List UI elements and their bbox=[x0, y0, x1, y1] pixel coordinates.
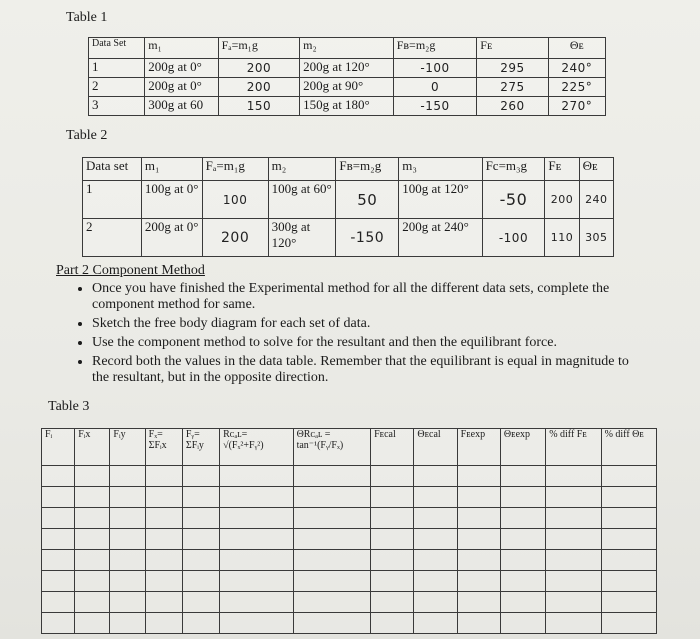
table3-empty-cell[interactable] bbox=[293, 592, 371, 613]
table3-empty-cell[interactable] bbox=[182, 466, 219, 487]
table3-empty-cell[interactable] bbox=[220, 466, 293, 487]
table1-cell: 150g at 180° bbox=[300, 97, 394, 116]
table1-cell: 3 bbox=[89, 97, 145, 116]
table3-empty-cell[interactable] bbox=[293, 550, 371, 571]
table3-empty-cell[interactable] bbox=[145, 466, 182, 487]
table3-header: Fᵢx bbox=[75, 429, 110, 466]
table1-cell: 275 bbox=[477, 78, 548, 97]
table3-empty-cell[interactable] bbox=[500, 571, 545, 592]
table3-empty-cell[interactable] bbox=[457, 466, 500, 487]
table3-empty-cell[interactable] bbox=[110, 571, 145, 592]
table3-empty-cell[interactable] bbox=[182, 487, 219, 508]
table3-empty-row bbox=[42, 529, 657, 550]
table1-row bbox=[89, 97, 606, 116]
table3-empty-cell[interactable] bbox=[145, 592, 182, 613]
table3-empty-cell[interactable] bbox=[75, 466, 110, 487]
table3-empty-cell[interactable] bbox=[457, 508, 500, 529]
table2-header: Θᴇ bbox=[579, 158, 613, 181]
table3-header: Fᵢ bbox=[42, 429, 75, 466]
table3-empty-cell[interactable] bbox=[182, 571, 219, 592]
table3-empty-cell[interactable] bbox=[371, 466, 414, 487]
table3-empty-cell[interactable] bbox=[293, 613, 371, 634]
table3-empty-cell[interactable] bbox=[457, 592, 500, 613]
table3-empty-cell[interactable] bbox=[145, 487, 182, 508]
table3-empty-cell[interactable] bbox=[220, 508, 293, 529]
table3-empty-cell[interactable] bbox=[182, 550, 219, 571]
table1-cell: 300g at 60 bbox=[145, 97, 218, 116]
table3-empty-cell[interactable] bbox=[371, 550, 414, 571]
table3-empty-cell[interactable] bbox=[546, 592, 601, 613]
table1-row bbox=[89, 59, 606, 78]
table1-title: Table 1 bbox=[66, 10, 108, 25]
table1-cell: 200 bbox=[218, 59, 300, 78]
table3-empty-cell[interactable] bbox=[293, 508, 371, 529]
table3-empty-cell[interactable] bbox=[110, 550, 145, 571]
table3-empty-cell[interactable] bbox=[220, 592, 293, 613]
instruction-item: • Use the component method to solve for the resultant and then the equilibrant force. bbox=[92, 335, 646, 351]
table1 bbox=[88, 37, 606, 116]
table1-header: Data Set bbox=[89, 38, 145, 59]
table3-empty-cell[interactable] bbox=[414, 466, 457, 487]
table3-empty-cell[interactable] bbox=[414, 487, 457, 508]
table3-empty-cell[interactable] bbox=[601, 508, 656, 529]
table2-cell: -50 bbox=[482, 181, 545, 219]
table3-empty-cell[interactable] bbox=[110, 508, 145, 529]
table3-empty-cell[interactable] bbox=[220, 571, 293, 592]
table3-empty-cell[interactable] bbox=[75, 592, 110, 613]
instruction-item: • Sketch the free body diagram for each set of data. bbox=[92, 316, 646, 332]
table2-header: m₂ bbox=[268, 158, 336, 181]
table2-cell: 100 bbox=[202, 181, 268, 219]
table1-cell: 1 bbox=[89, 59, 145, 78]
table3-empty-cell[interactable] bbox=[293, 529, 371, 550]
table2-header: Fʙ=m₂g bbox=[336, 158, 399, 181]
table1-cell: 200g at 90° bbox=[300, 78, 394, 97]
table3-empty-cell[interactable] bbox=[500, 550, 545, 571]
table1-cell: 270° bbox=[548, 97, 605, 116]
table3-empty-cell[interactable] bbox=[75, 571, 110, 592]
table2-cell: 305 bbox=[579, 219, 613, 257]
table3-empty-cell[interactable] bbox=[601, 529, 656, 550]
part2-title: Part 2 Component Method bbox=[56, 263, 205, 278]
table3-header: ΘRᴄₐʟ = tan⁻¹(Fᵧ/Fₓ) bbox=[293, 429, 371, 466]
table1-header: m₂ bbox=[300, 38, 394, 59]
table2-header-row bbox=[83, 158, 614, 181]
table3-empty-cell[interactable] bbox=[42, 529, 75, 550]
table3-empty-cell[interactable] bbox=[220, 529, 293, 550]
table3-empty-cell[interactable] bbox=[546, 466, 601, 487]
table2-cell: 2 bbox=[83, 219, 142, 257]
table1-header: Fʙ=m₂g bbox=[393, 38, 477, 59]
table1-cell: -100 bbox=[393, 59, 477, 78]
table3-empty-cell[interactable] bbox=[371, 571, 414, 592]
table2-title: Table 2 bbox=[66, 128, 108, 143]
table3-empty-row bbox=[42, 571, 657, 592]
table3-empty-cell[interactable] bbox=[500, 613, 545, 634]
table3-empty-cell[interactable] bbox=[601, 613, 656, 634]
table2-header: Fₐ=m₁g bbox=[202, 158, 268, 181]
table3-empty-cell[interactable] bbox=[457, 613, 500, 634]
table3-header: Fᴇexp bbox=[457, 429, 500, 466]
table3-empty-cell[interactable] bbox=[42, 508, 75, 529]
table3-empty-cell[interactable] bbox=[182, 613, 219, 634]
table3-empty-cell[interactable] bbox=[42, 613, 75, 634]
table2-cell: 200g at 240° bbox=[399, 219, 482, 257]
table3-empty-row bbox=[42, 508, 657, 529]
table2-header: m₃ bbox=[399, 158, 482, 181]
table3-empty-cell[interactable] bbox=[182, 592, 219, 613]
table1-header: Fₐ=m₁g bbox=[218, 38, 300, 59]
table3-header: Θᴇcal bbox=[414, 429, 457, 466]
table2-cell: 240 bbox=[579, 181, 613, 219]
table2-cell: 200g at 0° bbox=[141, 219, 202, 257]
table3 bbox=[41, 428, 657, 634]
table3-empty-cell[interactable] bbox=[110, 466, 145, 487]
table1-cell: 240° bbox=[548, 59, 605, 78]
table2-header: Fc=m₃g bbox=[482, 158, 545, 181]
table3-empty-row bbox=[42, 466, 657, 487]
part2-instructions bbox=[56, 263, 646, 389]
table3-empty-cell[interactable] bbox=[457, 550, 500, 571]
table1-cell: 200g at 120° bbox=[300, 59, 394, 78]
table3-empty-cell[interactable] bbox=[601, 487, 656, 508]
table3-empty-cell[interactable] bbox=[42, 466, 75, 487]
table3-header: Fᵧ= ΣFᵢy bbox=[182, 429, 219, 466]
table3-header: Fᵢy bbox=[110, 429, 145, 466]
table2-cell: 300g at 120° bbox=[268, 219, 336, 257]
table3-header: Fᴇcal bbox=[371, 429, 414, 466]
table3-empty-cell[interactable] bbox=[42, 487, 75, 508]
table1-cell: 0 bbox=[393, 78, 477, 97]
table3-empty-row bbox=[42, 487, 657, 508]
table2-cell: -150 bbox=[336, 219, 399, 257]
table3-empty-cell[interactable] bbox=[414, 592, 457, 613]
table1-cell: 150 bbox=[218, 97, 300, 116]
table3-empty-cell[interactable] bbox=[220, 613, 293, 634]
instruction-list bbox=[56, 281, 646, 386]
table2 bbox=[82, 157, 614, 257]
table1-row bbox=[89, 78, 606, 97]
table3-empty-cell[interactable] bbox=[220, 487, 293, 508]
table3-empty-cell[interactable] bbox=[75, 529, 110, 550]
table2-cell: 50 bbox=[336, 181, 399, 219]
table3-empty-cell[interactable] bbox=[110, 529, 145, 550]
table3-empty-cell[interactable] bbox=[500, 487, 545, 508]
table2-cell: 200 bbox=[202, 219, 268, 257]
table1-cell: 200g at 0° bbox=[145, 59, 218, 78]
table1-cell: 260 bbox=[477, 97, 548, 116]
table2-header: Fᴇ bbox=[545, 158, 579, 181]
table3-empty-cell[interactable] bbox=[500, 508, 545, 529]
table3-empty-row bbox=[42, 592, 657, 613]
table3-empty-cell[interactable] bbox=[182, 529, 219, 550]
table3-empty-cell[interactable] bbox=[601, 571, 656, 592]
table2-row bbox=[83, 181, 614, 219]
table1-header: Fᴇ bbox=[477, 38, 548, 59]
table1-cell: 200 bbox=[218, 78, 300, 97]
table1-cell: -150 bbox=[393, 97, 477, 116]
table3-empty-cell[interactable] bbox=[42, 592, 75, 613]
table3-empty-cell[interactable] bbox=[75, 487, 110, 508]
table3-empty-row bbox=[42, 613, 657, 634]
table3-empty-cell[interactable] bbox=[110, 592, 145, 613]
table3-empty-cell[interactable] bbox=[546, 508, 601, 529]
table3-empty-cell[interactable] bbox=[110, 487, 145, 508]
table3-header: % diff Fᴇ bbox=[546, 429, 601, 466]
table3-empty-cell[interactable] bbox=[371, 529, 414, 550]
table3-empty-cell[interactable] bbox=[182, 508, 219, 529]
table3-empty-cell[interactable] bbox=[601, 592, 656, 613]
table3-empty-cell[interactable] bbox=[110, 613, 145, 634]
table3-header-row bbox=[42, 429, 657, 466]
table3-header: Θᴇexp bbox=[500, 429, 545, 466]
table3-empty-cell[interactable] bbox=[546, 529, 601, 550]
table3-header: % diff Θᴇ bbox=[601, 429, 656, 466]
table3-empty-cell[interactable] bbox=[371, 592, 414, 613]
table3-empty-cell[interactable] bbox=[145, 508, 182, 529]
table3-empty-cell[interactable] bbox=[42, 571, 75, 592]
table3-empty-cell[interactable] bbox=[145, 613, 182, 634]
table1-header: m₁ bbox=[145, 38, 218, 59]
table1-header-row bbox=[89, 38, 606, 59]
table3-empty-cell[interactable] bbox=[75, 508, 110, 529]
table3-empty-cell[interactable] bbox=[414, 571, 457, 592]
table3-empty-cell[interactable] bbox=[145, 529, 182, 550]
table3-empty-cell[interactable] bbox=[75, 613, 110, 634]
table3-empty-cell[interactable] bbox=[457, 571, 500, 592]
table3-empty-cell[interactable] bbox=[546, 550, 601, 571]
table2-cell: 200 bbox=[545, 181, 579, 219]
table3-empty-cell[interactable] bbox=[220, 550, 293, 571]
table3-empty-cell[interactable] bbox=[601, 550, 656, 571]
table2-row bbox=[83, 219, 614, 257]
table3-empty-cell[interactable] bbox=[500, 466, 545, 487]
table3-empty-cell[interactable] bbox=[414, 508, 457, 529]
table3-empty-cell[interactable] bbox=[601, 466, 656, 487]
table3-empty-cell[interactable] bbox=[75, 550, 110, 571]
table3-empty-cell[interactable] bbox=[371, 487, 414, 508]
table1-cell: 200g at 0° bbox=[145, 78, 218, 97]
table3-empty-cell[interactable] bbox=[546, 571, 601, 592]
table1-cell: 225° bbox=[548, 78, 605, 97]
table3-empty-cell[interactable] bbox=[371, 508, 414, 529]
table3-empty-cell[interactable] bbox=[414, 613, 457, 634]
table3-empty-row bbox=[42, 550, 657, 571]
table3-empty-cell[interactable] bbox=[457, 487, 500, 508]
instruction-item: • Record both the values in the data table. Remember that the equilibrant is equal in magnitude to the resultant, but in the opposite direction. bbox=[92, 354, 646, 386]
table3-empty-cell[interactable] bbox=[293, 487, 371, 508]
table3-empty-cell[interactable] bbox=[42, 550, 75, 571]
table2-cell: 100g at 120° bbox=[399, 181, 482, 219]
table2-cell: -100 bbox=[482, 219, 545, 257]
table1-cell: 2 bbox=[89, 78, 145, 97]
table3-empty-cell[interactable] bbox=[500, 592, 545, 613]
table3-empty-cell[interactable] bbox=[457, 529, 500, 550]
table3-empty-cell[interactable] bbox=[546, 487, 601, 508]
table3-body bbox=[42, 466, 657, 634]
table3-header: Rᴄₐʟ= √(Fₓ²+Fᵧ²) bbox=[220, 429, 293, 466]
table3-empty-cell[interactable] bbox=[414, 529, 457, 550]
table1-header: Θᴇ bbox=[548, 38, 605, 59]
table3-empty-cell[interactable] bbox=[293, 571, 371, 592]
table2-cell: 100g at 60° bbox=[268, 181, 336, 219]
table3-empty-cell[interactable] bbox=[145, 571, 182, 592]
table2-cell: 110 bbox=[545, 219, 579, 257]
table3-title: Table 3 bbox=[48, 399, 90, 414]
table1-cell: 295 bbox=[477, 59, 548, 78]
table3-header: Fₓ= ΣFᵢx bbox=[145, 429, 182, 466]
table3-empty-cell[interactable] bbox=[145, 550, 182, 571]
table2-header: Data set bbox=[83, 158, 142, 181]
table3-empty-cell[interactable] bbox=[500, 529, 545, 550]
table3-empty-cell[interactable] bbox=[414, 550, 457, 571]
table3-empty-cell[interactable] bbox=[546, 613, 601, 634]
table2-header: m₁ bbox=[141, 158, 202, 181]
table3-empty-cell[interactable] bbox=[371, 613, 414, 634]
table3-empty-cell[interactable] bbox=[293, 466, 371, 487]
instruction-item: • Once you have finished the Experimental method for all the different data sets, complete the component method for same. bbox=[92, 281, 646, 313]
table2-cell: 1 bbox=[83, 181, 142, 219]
table2-cell: 100g at 0° bbox=[141, 181, 202, 219]
